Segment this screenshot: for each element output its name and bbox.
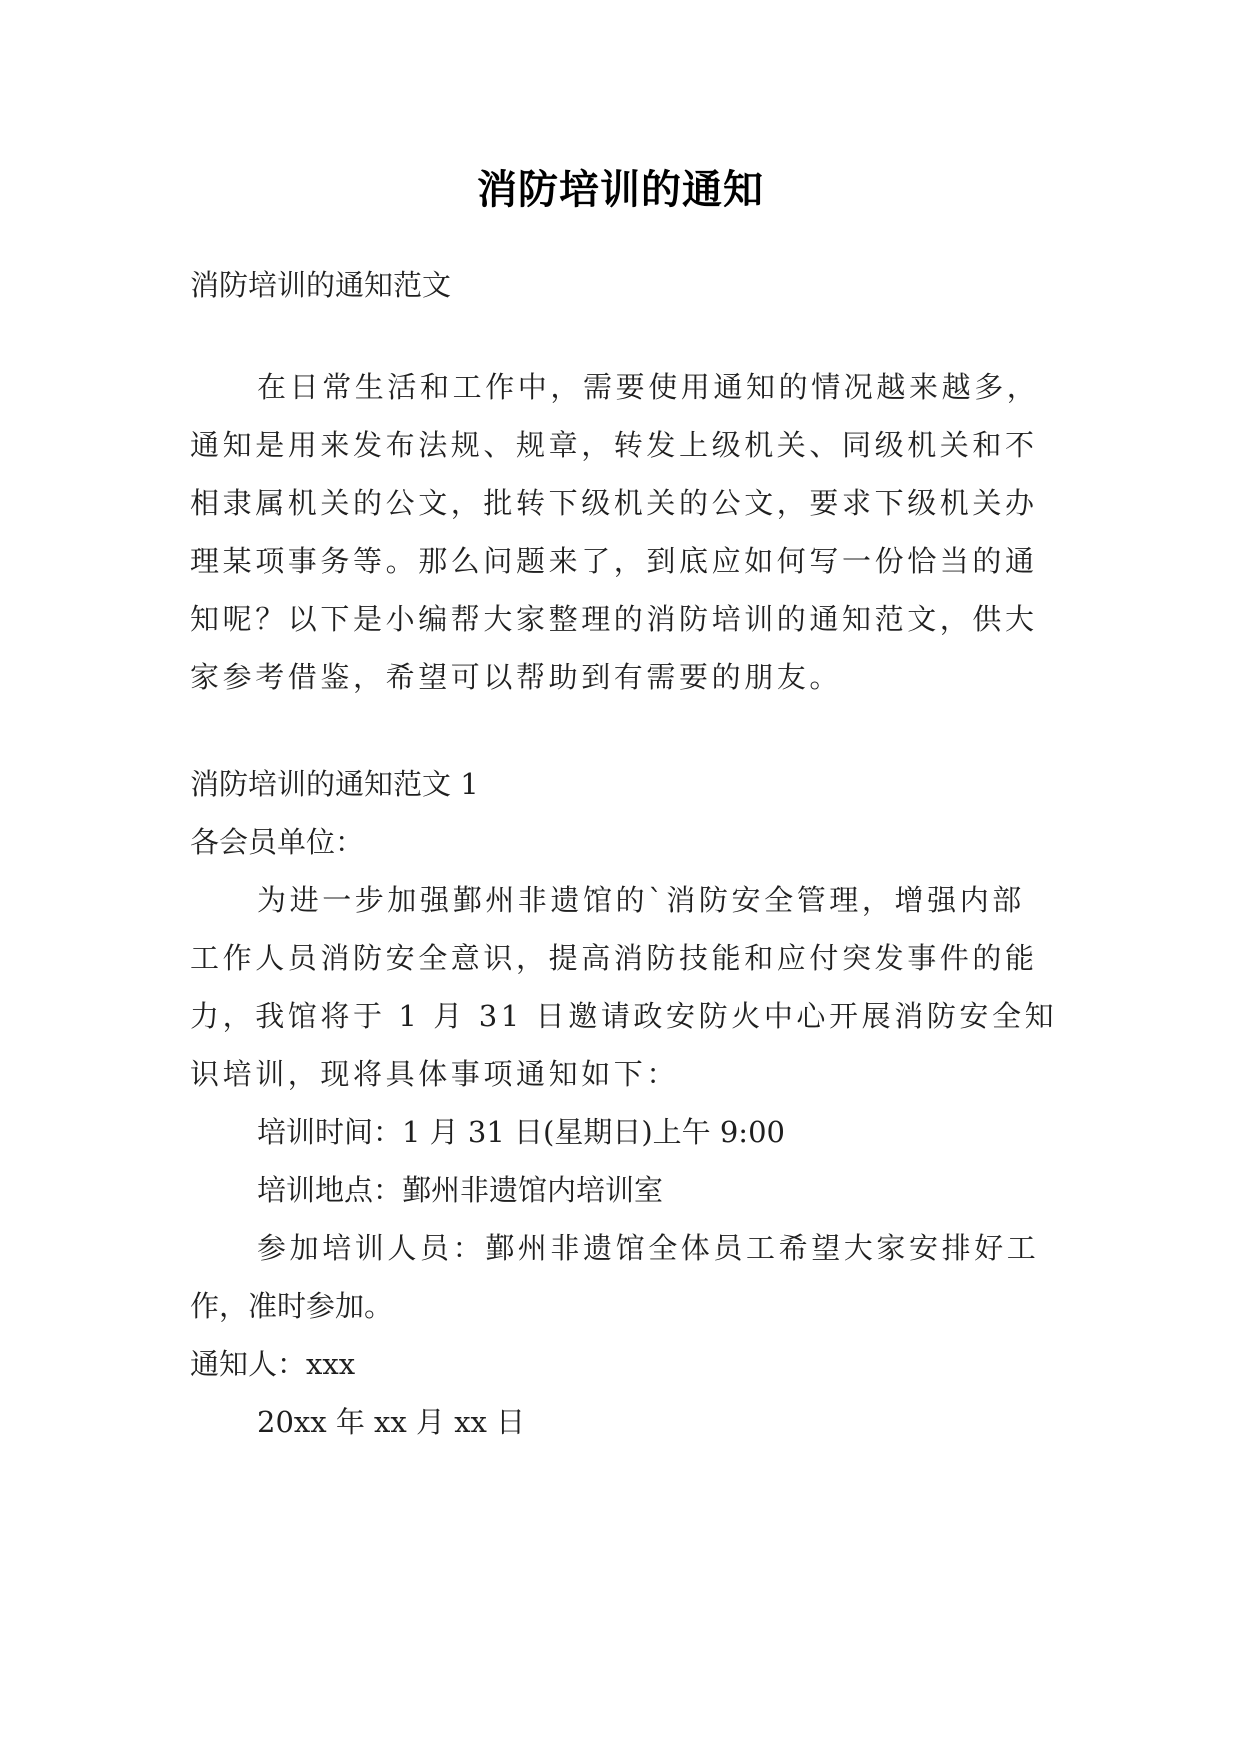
participants-line-2: 作，准时参加。 bbox=[190, 1289, 394, 1323]
document-date: 20xx 年 xx 月 xx 日 bbox=[257, 1405, 526, 1439]
notifier: 通知人：xxx bbox=[190, 1347, 356, 1381]
intro-line-1: 在日常生活和工作中，需要使用通知的情况越来越多， bbox=[257, 370, 1040, 404]
body-line-1: 为进一步加强鄞州非遗馆的`消防安全管理，增强内部 bbox=[257, 883, 1025, 917]
training-location: 培训地点：鄞州非遗馆内培训室 bbox=[257, 1173, 664, 1207]
intro-line-5: 知呢？以下是小编帮大家整理的消防培训的通知范文，供大 bbox=[190, 602, 1038, 636]
salutation: 各会员单位： bbox=[190, 825, 365, 859]
document-title: 消防培训的通知 bbox=[477, 166, 764, 213]
document-subtitle: 消防培训的通知范文 bbox=[190, 268, 452, 302]
intro-line-2: 通知是用来发布法规、规章，转发上级机关、同级机关和不 bbox=[190, 428, 1038, 462]
body-line-2: 工作人员消防安全意识，提高消防技能和应付突发事件的能 bbox=[190, 941, 1038, 975]
intro-line-4: 理某项事务等。那么问题来了，到底应如何写一份恰当的通 bbox=[190, 544, 1038, 578]
training-time: 培训时间：1 月 31 日(星期日)上午 9:00 bbox=[257, 1115, 785, 1149]
intro-line-3: 相隶属机关的公文，批转下级机关的公文，要求下级机关办 bbox=[190, 486, 1038, 520]
body-line-4: 识培训，现将具体事项通知如下： bbox=[190, 1057, 680, 1091]
intro-line-6: 家参考借鉴，希望可以帮助到有需要的朋友。 bbox=[190, 660, 843, 694]
participants-line-1: 参加培训人员：鄞州非遗馆全体员工希望大家安排好工 bbox=[257, 1231, 1040, 1265]
body-line-3: 力，我馆将于 1 月 31 日邀请政安防火中心开展消防安全知 bbox=[190, 999, 1058, 1033]
section1-heading: 消防培训的通知范文 1 bbox=[190, 767, 479, 801]
